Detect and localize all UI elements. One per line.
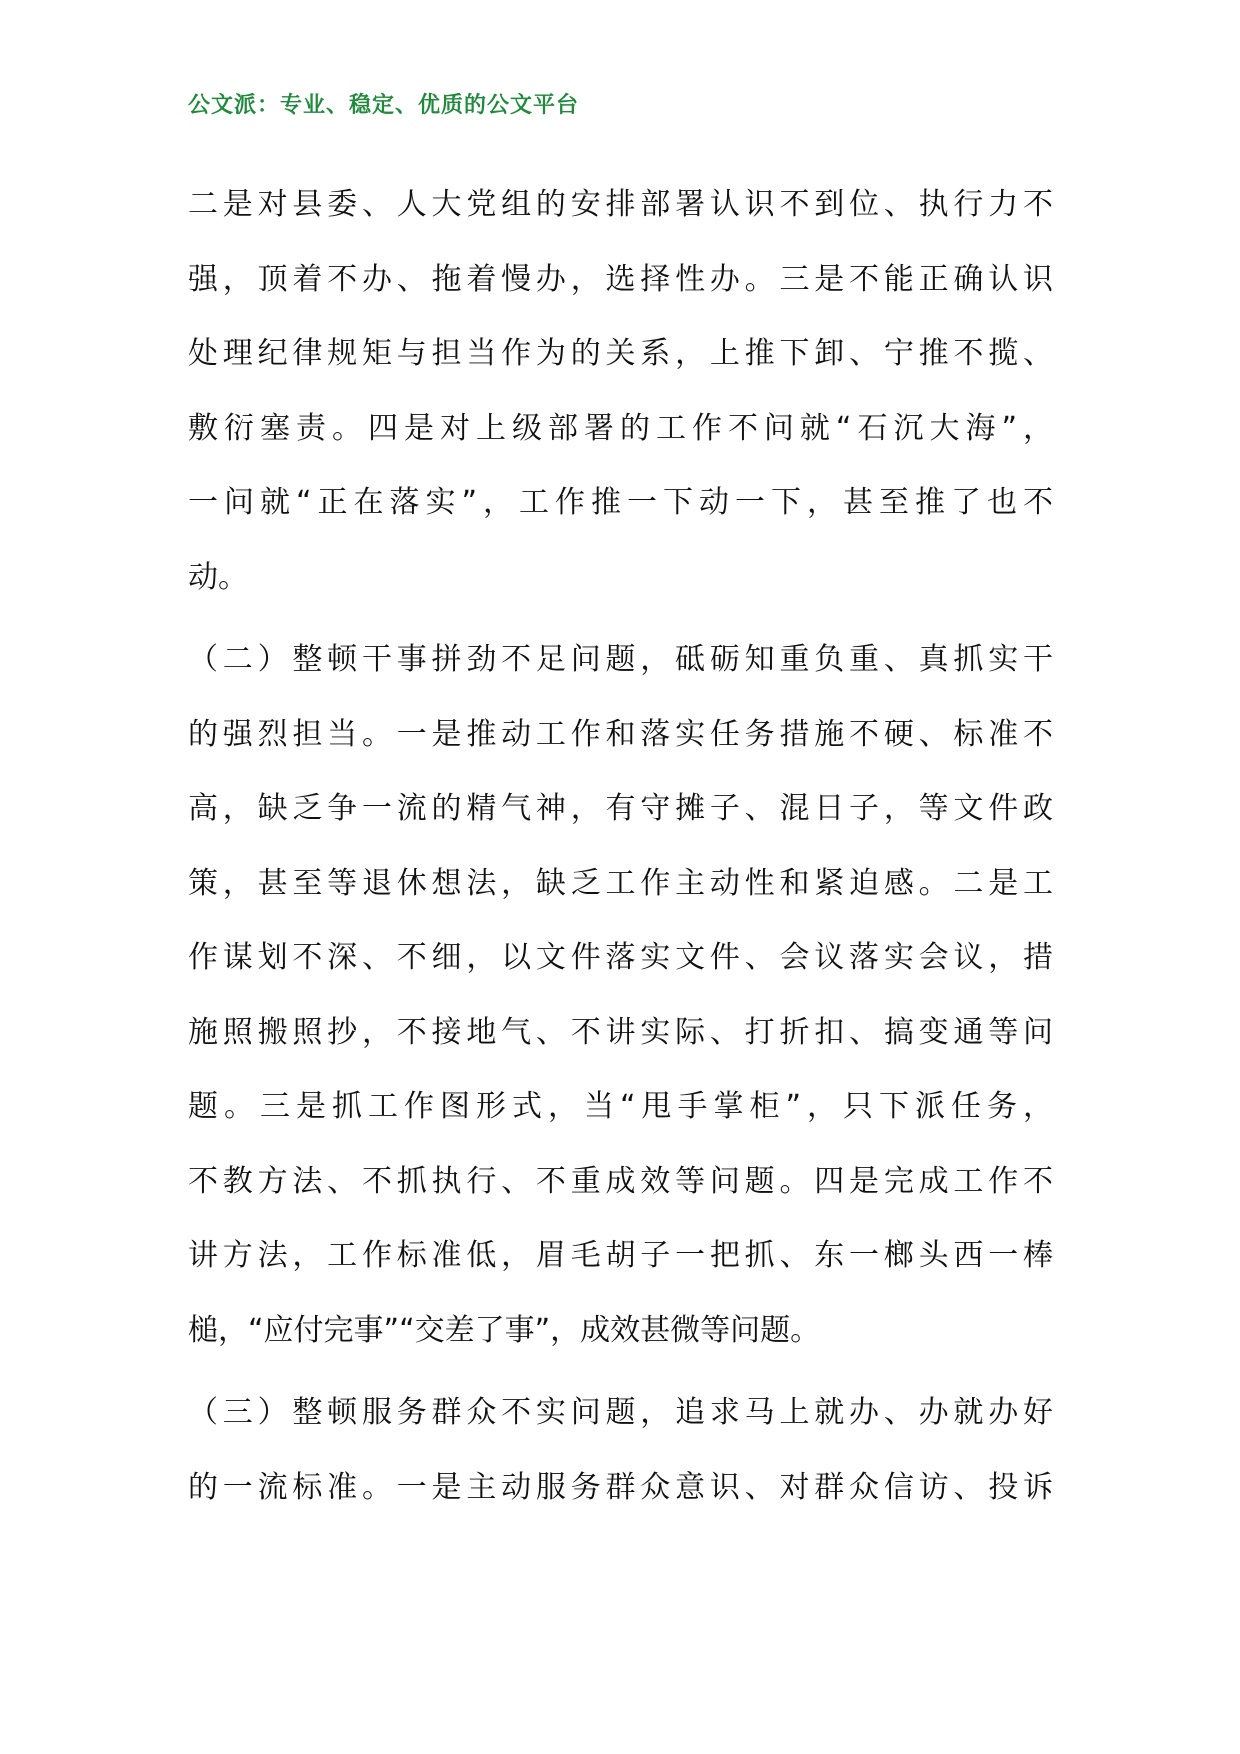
text-line: 作谋划不深、不细，以文件落实文件、会议落实会议，措 [188,940,1053,975]
text-line: 一问就“正在落实”，工作推一下动一下，甚至推了也不 [188,485,1053,520]
text-line: （三）整顿服务群众不实问题，追求马上就办、办就办好 [188,1395,1053,1430]
text-line: （二）整顿干事拼劲不足问题，砥砺知重负重、真抓实干 [188,642,1053,677]
text-line: 题。三是抓工作图形式，当“甩手掌柜”，只下派任务， [188,1089,1053,1124]
text-line: 策，甚至等退休想法，缺乏工作主动性和紧迫感。二是工 [188,865,1053,901]
site-header-slogan: 公文派：专业、稳定、优质的公文平台 [188,93,580,118]
text-line: 敷衍塞责。四是对上级部署的工作不问就“石沉大海”， [188,410,1053,446]
text-line: 讲方法，工作标准低，眉毛胡子一把抓、东一榔头西一棒 [188,1238,1053,1273]
paragraph-2 [188,623,1053,1368]
text-line: 二是对县委、人大党组的安排部署认识不到位、执行力不 [188,187,1053,222]
paragraph-1 [188,168,1053,615]
text-line: 槌，“应付完事”“交差了事”，成效甚微等问题。 [188,1312,821,1348]
text-line: 的一流标准。一是主动服务群众意识、对群众信访、投诉 [188,1469,1053,1505]
text-line: 的强烈担当。一是推动工作和落实任务措施不硬、标准不 [188,716,1053,752]
text-line: 动。 [188,559,248,595]
document-body [188,168,1053,1525]
paragraph-3 [188,1376,1053,1525]
text-line: 强，顶着不办、拖着慢办，选择性办。三是不能正确认识 [188,261,1053,297]
text-line: 施照搬照抄，不接地气、不讲实际、打折扣、搞变通等问 [188,1014,1053,1050]
text-line: 不教方法、不抓执行、不重成效等问题。四是完成工作不 [188,1163,1053,1199]
text-line: 高，缺乏争一流的精气神，有守摊子、混日子，等文件政 [188,791,1053,826]
text-line: 处理纪律规矩与担当作为的关系，上推下卸、宁推不揽、 [188,336,1053,371]
